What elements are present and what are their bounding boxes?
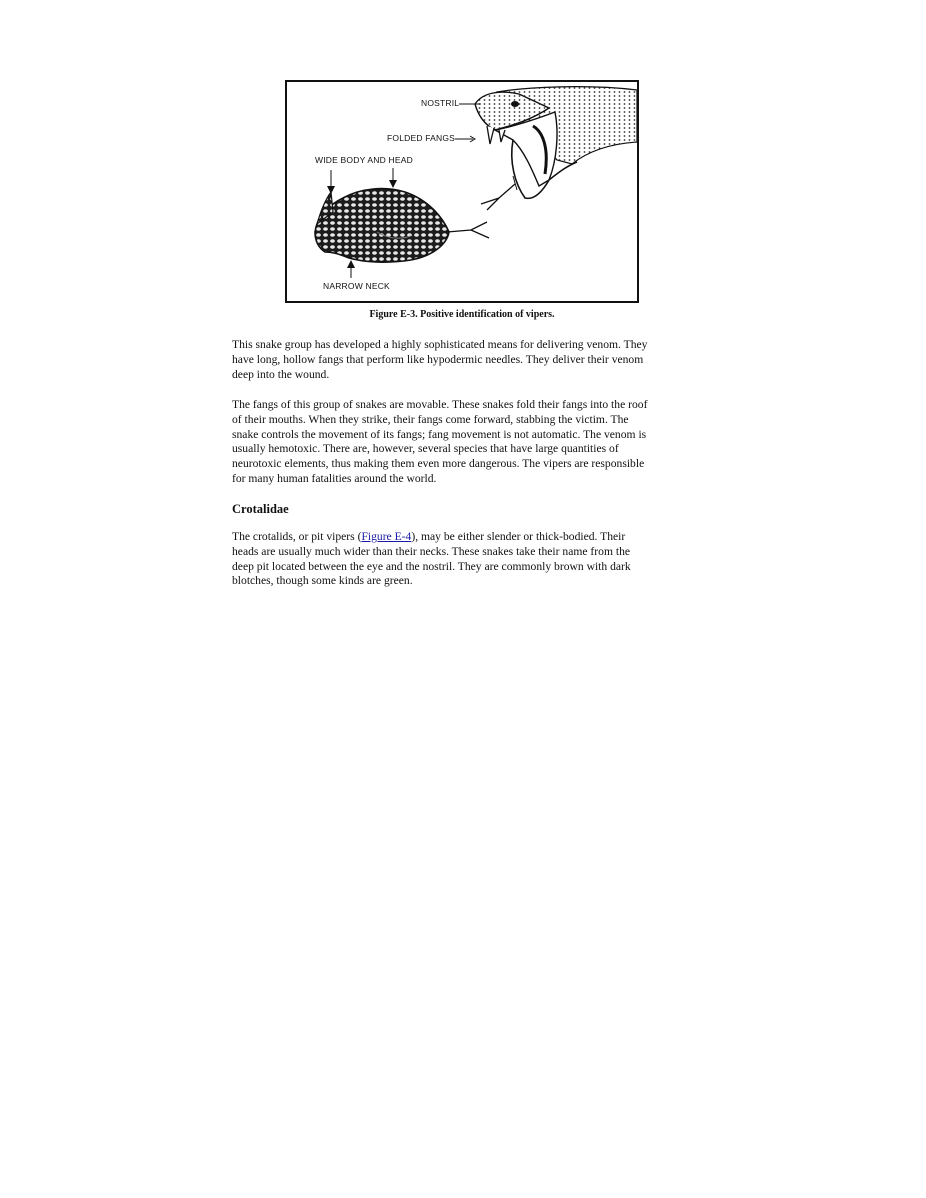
folded-fangs-label: FOLDED FANGS	[387, 133, 456, 143]
paragraph-text: The crotalids, or pit vipers (	[232, 530, 362, 543]
viper-illustration	[287, 82, 637, 301]
paragraph-line: blotches, though some kinds are green.	[232, 574, 413, 588]
figure-caption: Figure E-3. Positive identification of vipers.	[369, 309, 555, 320]
paragraph-movable-fangs	[232, 398, 700, 487]
paragraph-line	[232, 530, 700, 545]
narrow-neck-label: NARROW NECK	[323, 281, 390, 291]
nostril-label: NOSTRIL	[421, 98, 460, 108]
section-heading-crotalidae: Crotalidae	[232, 502, 289, 516]
paragraph-line: snake controls the movement of its fangs; fang movement is not automatic. The venom is	[232, 427, 647, 441]
paragraph-line: heads are usually much wider than their necks. These snakes take their name from the	[232, 544, 631, 558]
figure-e4-link[interactable]: Figure E-4	[361, 530, 412, 543]
paragraph-line: neurotoxic elements, thus making them even more dangerous. The vipers are responsible	[232, 457, 645, 471]
wide-body-label: WIDE BODY AND HEAD	[315, 155, 413, 165]
paragraph-venom-delivery	[232, 338, 700, 382]
paragraph-line: usually hemotoxic. There are, however, several species that have large quantities of	[232, 442, 619, 456]
figure-e3-frame	[285, 80, 639, 303]
paragraph-line: have long, hollow fangs that perform like hypodermic needles. They deliver their venom	[232, 352, 644, 366]
paragraph-line: for many human fatalities around the world.	[232, 471, 437, 485]
paragraph-line: The fangs of this group of snakes are movable. These snakes fold their fangs into the roof	[232, 398, 648, 411]
paragraph-text: ), may be either slender or thick-bodied. Their	[411, 530, 626, 543]
paragraph-crotalids	[232, 530, 700, 589]
wide-head-drawing	[315, 168, 489, 278]
paragraph-line: This snake group has developed a highly sophisticated means for delivering venom. They	[232, 338, 648, 351]
paragraph-line: deep into the wound.	[232, 367, 330, 381]
open-mouth-head-drawing	[455, 87, 637, 210]
paragraph-line: deep pit located between the eye and the nostril. They are commonly brown with dark	[232, 559, 631, 573]
paragraph-line: of their mouths. When they strike, their fangs come forward, stabbing the victim. The	[232, 412, 629, 426]
